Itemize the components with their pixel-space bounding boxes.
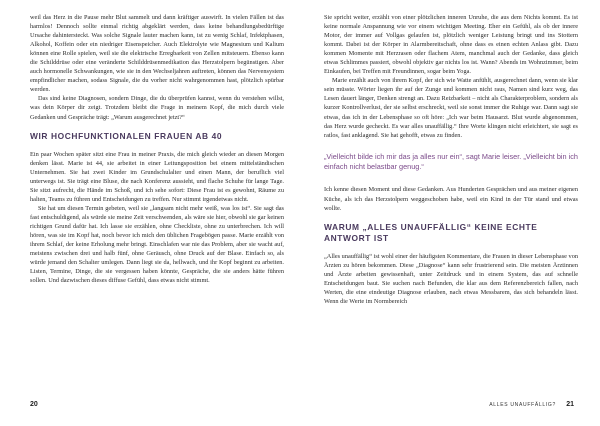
paragraph: „Alles unauffällig“ ist wohl einer der häufigsten Kommentare, die Frauen in dieser Lebensphase von Ärzten zu hören bekommen. Diese „Diagnose“ kann sehr frustrierend sein. Die meisten Ärztinnen und Ärzte arbeiten gewissenhaft, unter Zeitdruck und in einem System, das auf schnelle Entscheidungen baut. Sie suchen nach Befunden, die klar aus dem Referenzbereich fallen, nach Werten, die eine eindeutige Diagnose erlauben, nach etwas Messbarem, das sich behandeln lässt. Wenn die Werte im Normbereich [324,252,578,305]
paragraph: Das sind keine Diagnosen, sondern Dinge, die du überprüfen kannst, wenn du verstehen willst, was dein Körper dir zeigt. Trotzdem bleibt die Frage in meinem Kopf, die mich durch viele Gedanken und Gespräche trägt: „Warum ausgerechnet jetzt?“ [30,95,284,121]
running-head: ALLES UNAUFFÄLLIG? [489,402,556,408]
paragraph: Marie erzählt auch von ihrem Kopf, der sich wie Watte anfühlt, ausgerechnet dann, wenn sie klar sein müsste. Wörter liegen ihr auf der Zunge und kommen nicht raus, Namen sind kurz weg, das Lesen dauert länger, Denken strengt an. Dazu Reizbarkeit – nicht als Charakterproblem, sondern als kurzer Kontrollverlust, der sie selbst erschreckt, weil sie sonst immer die Ruhige war. Dann sagt sie etwas, das ich in der Lebensphase so oft höre: „Ich war beim Hausarzt. Blut wurde abgenommen, das Herz wurde gecheckt. Es war alles unauffällig.“ Ihre Worte klingen nicht erleichtert, sie sagt es ratlos, fast anklagend. Sie hat gehofft, etwas zu finden. [324,77,578,139]
page-number: 20 [30,401,38,408]
paragraph: Ich kenne diesen Moment und diese Gedanken. Aus Hunderten Gesprächen und aus meiner eigenen Küche, als ich das Herzstolpern weggeschoben habe, weil ein Kind in der Tür stand und etwas wollte. [324,186,578,212]
paragraph: Ein paar Wochen später sitzt eine Frau in meiner Praxis, die mich gleich wieder an diesen Morgen denken lässt. Marie ist 44, sie arbeitet in einer Leitungsposition bei einem mittelständischen Unternehmen. Sie hat zwei Kinder im Grundschulalter und einen Mann, der beruflich viel unterwegs ist. Sie trägt eine Bluse, die nach Konferenz aussieht, und flache Schuhe für lange Tage. Sie sitzt aufrecht, die Hände im Schoß, und ich sehe sofort: Diese Frau ist es gewohnt, Räume zu halten, Teams zu führen und Entscheidungen zu treffen. Nur stimmt irgendetwas nicht. [30,150,284,203]
pull-quote: „Vielleicht bilde ich mir das ja alles nur ein“, sagt Marie leiser. „Vielleicht bin ich einfach nicht belastbar genug.“ [324,151,578,172]
right-page [300,0,600,426]
paragraph: Sie spricht weiter, erzählt von einer plötzlichen inneren Unruhe, die aus dem Nichts kommt. Es ist keine normale Anspannung wie vor einem wichtigen Meeting. Eher ein Gefühl, als ob der innere Motor, der immer auf Vollgas gelaufen ist, plötzlich weniger Leistung bringt und ins Stottern kommt. Dabei ist der Körper in Alarmbereitschaft, ohne dass es einen echten Anlass gibt. Dazu kommen Momente mit Herzrasen oder flachem Atem, manchmal auch der Gedanke, dass gleich etwas Schlimmes passiert, obwohl objektiv gar nichts los ist. Wann? Abends im Wohnzimmer, beim Einkaufen, bei Treffen mit Freundinnen, sogar beim Yoga. [324,14,578,76]
section-heading: WIR HOCHFUNKTIONALEN FRAUEN AB 40 [30,130,223,141]
left-column [30,13,284,285]
page-number: 21 [566,401,574,408]
section-heading: WARUM „ALLES UNAUFFÄLLIG“ KEINE ECHTE ANTWORT IST [324,221,538,243]
paragraph: Sie hat um diesen Termin gebeten, weil sie „langsam nicht mehr weiß, was los ist“. Sie sagt das fast entschuldigend, als würde sie meine Zeit verschwenden, als wäre sie hier, obwohl sie gar keinen richtigen Grund dafür hat. Ich lasse sie erzählen, ohne Checkliste, ohne zu unterbrechen. Ich will hören, was sie im Kopf hat, noch bevor ich mich den üblichen Fragebögen passe. Marie erzählt von ihrem Schlaf, der keine Erholung mehr bringt. Einschlafen war nie das Problem, aber sie wacht auf, meistens zwischen drei und halb fünf, ohne Geräusch, ohne Druck auf der Blase. Einfach so, als würde jemand den Schalter umlegen. Dann liegt sie da, hellwach, und ihr Kopf beginnt zu arbeiten. Listen, Termine, Dinge, die sie vergessen haben könnte, Gespräche, die sie anders hätte führen sollen. Und dazwischen dieses diffuse Gefühl, dass etwas nicht stimmt. [30,204,284,285]
right-column [324,13,578,306]
paragraph: weil das Herz in die Pause mehr Blut sammelt und dann kräftiger auswirft. In vielen Fällen ist das harmlos! Dennoch sollte einmal richtig abgeklärt werden, dass keine behandlungsbedürftige Ursache dahintersteckt. Was solche Signale lauter machen kann, ist zu wenig Schlaf, Infektphasen, Alkohol, Koffein oder ein niedriger Eisenspeicher. Auch Elektrolyte wie Magnesium und Kalium können eine Rolle spielen, weil sie die elektrische Erregbarkeit von Zellen mitsteuern. Ebenso kann die Schilddrüse oder eine veränderte Schilddrüsenmedikation das Herzstolpern begünstigen. Aber auch hormonelle Schwankungen, wie sie in den Wechseljahren auftreten, können das Nervensystem empfindlicher machen, sodass Signale, die du vorher nicht wahrgenommen hast, plötzlich spürbar werden. [30,14,284,94]
